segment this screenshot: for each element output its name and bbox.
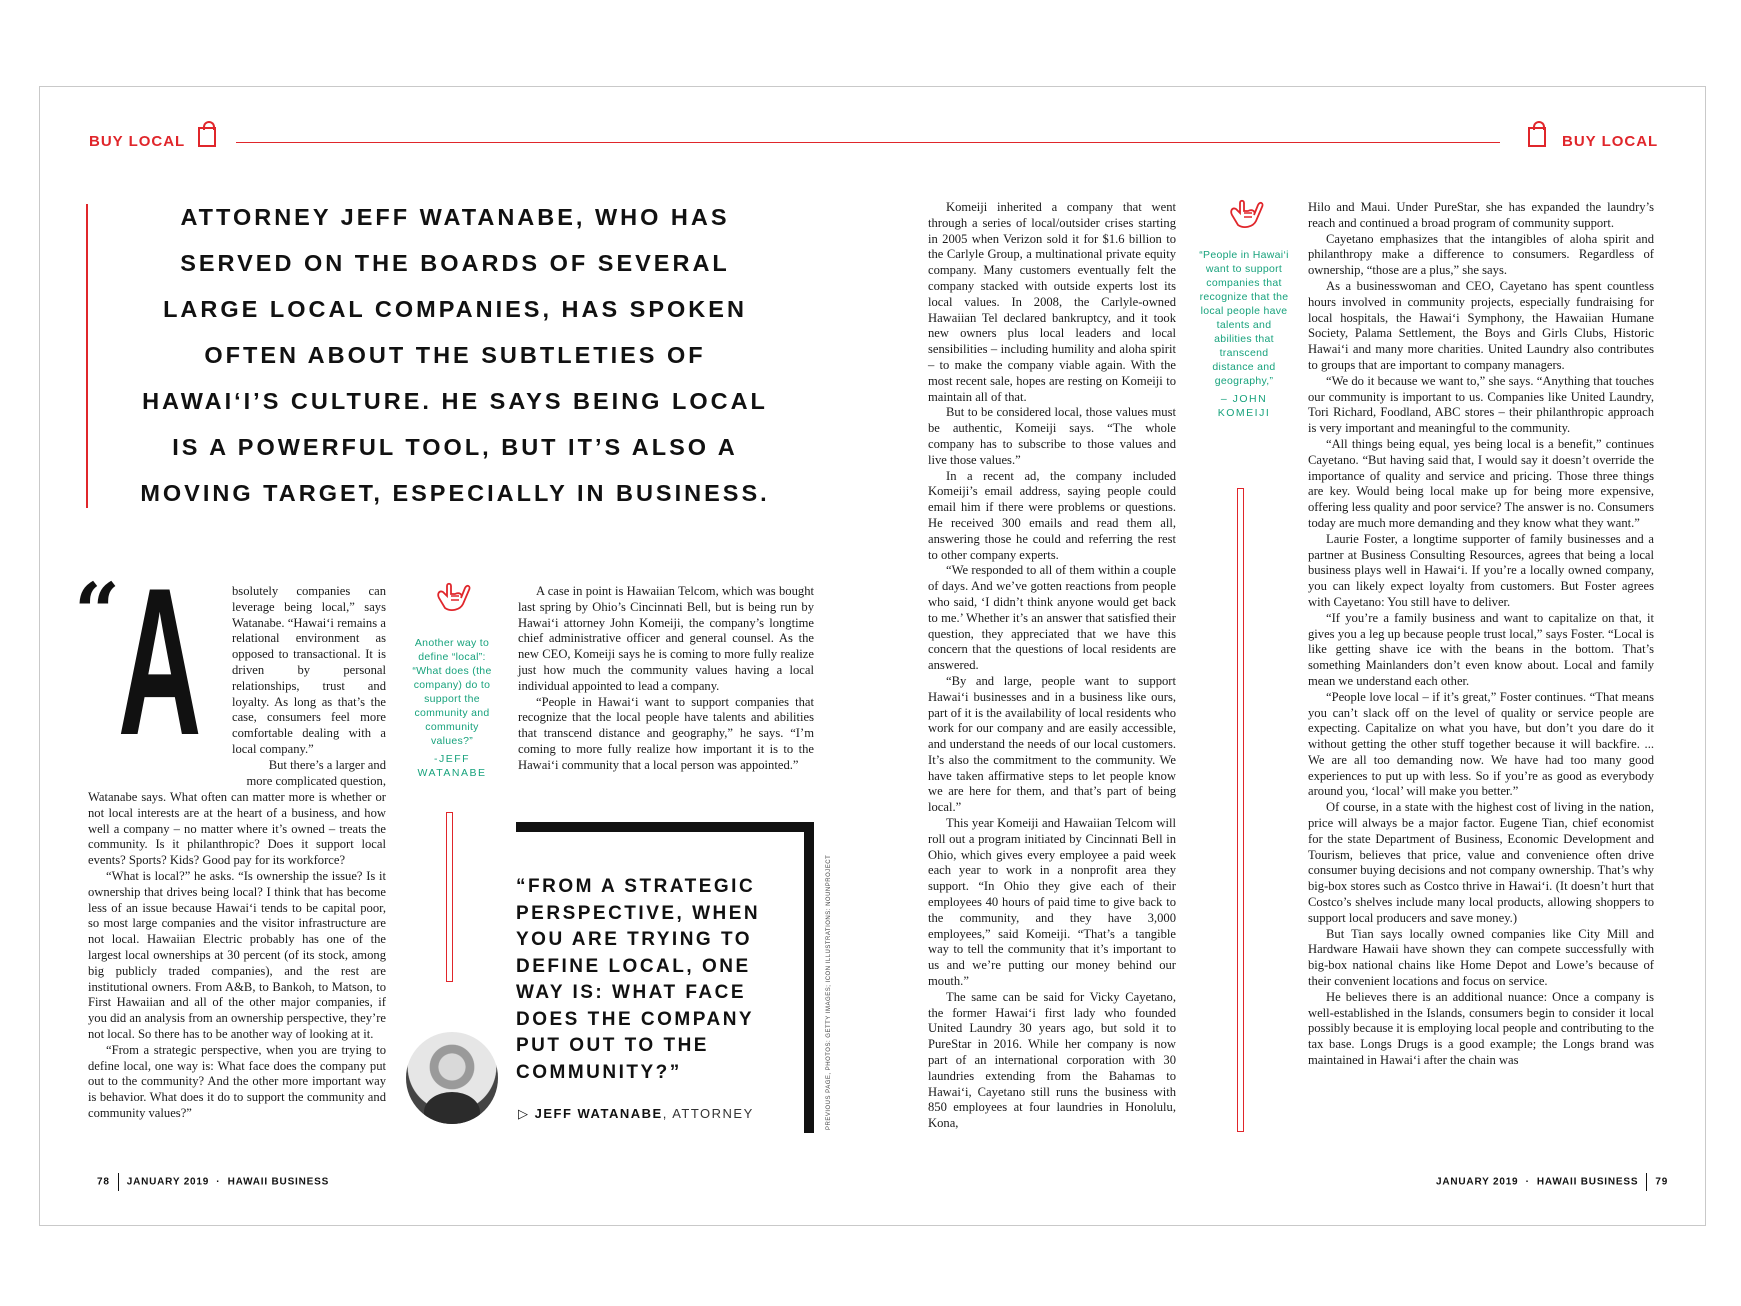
triangle-icon: ▷	[518, 1106, 535, 1121]
red-vertical-rule	[1237, 488, 1244, 1132]
header-rule	[236, 142, 1500, 143]
footer-publication-left: JANUARY 2019 · HAWAII BUSINESS	[126, 1176, 330, 1188]
paragraph: But to be considered local, those values must be authentic, Komeiji says. “The whole company has to subscribe to those values and live those values.”	[928, 405, 1176, 467]
side-quote-komeiji	[1198, 248, 1290, 420]
paragraph: Watanabe says. What often can matter more is whether or not local interests are at the heart of a business, and how well a company – no matter where it’s owned – treats the community. Is it philanthropic? Does it support local events? Sports? Kids? Good pay for its workforce?	[88, 790, 386, 868]
side-quote-attribution: – JOHN KOMEIJI	[1217, 393, 1271, 419]
paragraph: “If you’re a family business and want to capitalize on that, it gives you a leg up because people trust local,” says Foster. “Local is like getting shave ice with the beans in the bottom. That’s something Mainlanders don’t even know about. Local and family mean we understand each other.	[1308, 610, 1654, 688]
pull-quote-name: JEFF WATANABE	[534, 1106, 663, 1121]
paragraph: In a recent ad, the company included Komeiji’s email address, saying people could email him if there were problems or questions. He received 300 emails and read them all, answering those he could and referring the rest to other company experts.	[928, 468, 1176, 562]
paragraph: “People love local – if it’s great,” Foster continues. “That means you can’t slack off on the level of quality or service people are expecting. Capitalize on what you have, but don’t you dare do it without getting the other stuff together because it will backfire. ... We are all too demanding now. We have had too many good experiences to put up with less. So if you’re as good as everybody around you, ‘local’ will make you better.”	[1308, 689, 1654, 799]
paragraph: Hilo and Maui. Under PureStar, she has expanded the laundry’s reach and continued a broad program of community support.	[1308, 200, 1654, 230]
pull-quote-border-right	[804, 822, 814, 1133]
section-tag-left: BUY LOCAL	[89, 133, 186, 150]
avatar	[406, 1032, 498, 1124]
dropcap-quote-mark: “	[74, 565, 121, 659]
paragraph: “What is local?” he asks. “Is ownership the issue? Is it ownership that drives being local? I think that has become less of an issue because Hawai‘i tends to be capital poor, so most large companies and the visitor infrastructure are not local. Hawaiian Electric probably has one of the largest local ownerships at 30 percent (of its stock, among big publicly traded companies), and the rest are institutional owners. From A&B, to Bankoh, to Matson, to First Hawaiian and all of the other major companies, if you did an analysis from an ownership perspective, they’re not local. So there has to be another way of looking at it.	[88, 868, 386, 1041]
pull-quote-title: , ATTORNEY	[662, 1106, 754, 1121]
paragraph: Of course, in a state with the highest cost of living in the nation, price will always be a major factor. Eugene Tian, chief economist for the state Department of Business, Economic Development and Tourism, believes that price, value and convenience often drive consumer buying decisions and not company ownership. That’s why big-box stores such as Costco thrive in Hawai‘i. (It doesn’t hurt that Costco’s shelves include many local products, allowing shoppers to support local producers and save money.)	[1308, 800, 1654, 925]
pull-quote-attribution	[518, 1106, 754, 1122]
column-4	[1308, 200, 1654, 1069]
side-quote-text: Another way to define “local”: “What does (the company) do to support the community and community values?”	[412, 637, 492, 747]
shopping-bag-icon	[1528, 127, 1546, 147]
paragraph: But there’s a larger and more complicated question,	[246, 757, 386, 788]
pull-quote-border-top	[516, 822, 814, 832]
paragraph: A case in point is Hawaiian Telcom, which was bought last spring by Ohio’s Cincinnati Bell, but is being run by Hawai‘i attorney John Komeiji, the company’s longtime chief administrative officer and general counsel. As the new CEO, Komeiji says he is coming to more fully realize just how much the community values having a local individual appointed to lead a company.	[518, 584, 814, 693]
paragraph: But Tian says locally owned companies like City Mill and Hardware Hawaii have shown they can compete successfully with big-box national chains like Home Depot and Lowe’s because of their convenient locations and focus on service.	[1308, 926, 1654, 989]
red-vertical-rule	[446, 812, 453, 982]
footer-publication-right: JANUARY 2019 · HAWAII BUSINESS	[1436, 1176, 1639, 1188]
intro-deck: ATTORNEY JEFF WATANABE, WHO HAS SERVED ON THE BOARDS OF SEVERAL LARGE LOCAL COMPANIES, HAS SPOKEN OFTEN ABOUT THE SUBTLETIES OF HAWAI‘I’S CULTURE. HE SAYS BEING LOCAL IS A POWERFUL TOOL, BUT IT’S ALSO A MOVING TARGET, ESPECIALLY IN BUSINESS.	[140, 204, 770, 506]
page-number-left: 78	[97, 1176, 110, 1188]
column-2	[518, 584, 814, 774]
side-quote-attribution: -JEFF WATANABE	[417, 753, 487, 779]
paragraph: As a businesswoman and CEO, Cayetano has spent countless hours involved in community projects, especially fundraising for local hospitals, the Hawai‘i Symphony, the Hawaiian Humane Society, Palama Settlement, the Boys and Girls Clubs, Historic Hawai‘i and many more charities. United Laundry also contributes to groups that are important to company managers.	[1308, 278, 1654, 372]
paragraph: “All things being equal, yes being local is a benefit,” continues Cayetano. “But having said that, I would say it doesn’t override the importance of quality and service and pricing. Those three things are key. Would being local make up for being more expensive, offering less quality and poor service? The answer is no. Consumers today are much more demanding and they know what they want.”	[1308, 436, 1654, 530]
paragraph: This year Komeiji and Hawaiian Telcom will roll out a program initiated by Cincinnati Bell in Ohio, which gives every employee a paid week each year to work in a nonprofit area they support. “In Ohio they give each of their employees 40 hours of paid time to give back to the community, and they have 3,000 employees,” said Komeiji. “That’s a tangible way to tell the community that it’s important to us and we’re putting our money behind our mouth.”	[928, 816, 1176, 989]
page-number-right: 79	[1655, 1176, 1669, 1188]
side-quote-watanabe	[404, 636, 500, 780]
footer-divider	[118, 1173, 119, 1191]
paragraph: Cayetano emphasizes that the intangibles of aloha spirit and philanthropy make a difference to consumers. Regardless of ownership, “those are a plus,” she says.	[1308, 231, 1654, 278]
footer-right	[1436, 1173, 1668, 1191]
column-1-narrow	[232, 584, 386, 789]
footer-left	[97, 1173, 329, 1191]
intro-accent-bar	[86, 204, 88, 508]
paragraph: He believes there is an additional nuance: Once a company is well-established in the Islands, consumers begin to consider it local possibly because it is employing local people and contributing to the tax base. Longs Drugs is a good example; the Longs brand was maintained in Hawai‘i after the chain was	[1308, 989, 1654, 1068]
dropcap-letter: A	[118, 544, 202, 779]
paragraph: “People in Hawai‘i want to support companies that recognize that the local people have talents and abilities that transcend distance and geography,” he says. “I’m coming to more fully realize how important it is to the Hawai‘i community that a local person was appointed.”	[518, 694, 814, 772]
pull-quote-text: “FROM A STRATEGIC PERSPECTIVE, WHEN YOU ARE TRYING TO DEFINE LOCAL, ONE WAY IS: WHAT FACE DOES THE COMPANY PUT OUT TO THE COMMUNITY?”	[516, 876, 761, 1083]
column-1	[88, 790, 386, 1122]
paragraph: The same can be said for Vicky Cayetano, the former Hawai‘i first lady who founded United Laundry 30 years ago, but sold it to PureStar in 2016. While her company is now part of an international corporation with 30 laundries extending from the Bahamas to Hawai‘i, Cayetano still runs the business with 850 employees at four laundries in Honolulu, Kona,	[928, 989, 1176, 1131]
shaka-hand-icon	[433, 578, 471, 614]
paragraph: Laurie Foster, a longtime supporter of family businesses and a partner at Business Consulting Resources, agrees that being a local business plays well in Hawai‘i. If you’re a locally owned company, you can likely expect loyalty from customers. But Foster agrees with Cayetano: You still have to deliver.	[1308, 531, 1654, 609]
paragraph: bsolutely companies can leverage being local,” says Watanabe. “Hawai‘i remains a relational environment as opposed to transactional. It is driven by personal relationships, trust and loyalty. As long as that’s the case, consumers feel more comfortable dealing with a local company.”	[232, 584, 386, 756]
side-quote-text: “People in Hawai‘i want to support companies that recognize that the local people have talents and abilities that transcend distance and geography,”	[1199, 249, 1289, 387]
section-tag-right: BUY LOCAL	[1562, 133, 1659, 150]
photo-credit: PREVIOUS PAGE, PHOTOS: GETTY IMAGES; ICON ILLUSTRATIONS: NOUNPROJECT	[826, 854, 832, 1130]
shaka-hand-icon	[1226, 195, 1264, 231]
paragraph: “We responded to all of them within a couple of days. And we’ve gotten reactions from people who said, ‘I didn’t think anyone would get back to me.’ Whether it’s an answer that satisfied their question, they appreciated that we have this concern that the questions of local residents are answered.	[928, 563, 1176, 673]
paragraph: “By and large, people want to support Hawai‘i businesses and in a business like ours, part of it is the availability of local residents who work for our company and are easily accessible, and understand the needs of our local customers. It’s also the commitment to the community. We have taken affirmative steps to let people know we are here for them, and that’s part of being local.”	[928, 673, 1176, 815]
paragraph: “We do it because we want to,” she says. “Anything that touches our community is important to us. Companies like United Laundry, Tori Richard, Foodland, ABC stores – their philanthropic approach is very important and meaningful to the community.	[1308, 373, 1654, 436]
footer-divider	[1646, 1173, 1647, 1191]
shopping-bag-icon	[198, 127, 216, 147]
paragraph: “From a strategic perspective, when you are trying to define local, one way is: What face does the company put out to the community? And the other more important way is behavior. What does it do to support the community and community values?”	[88, 1042, 386, 1120]
column-3	[928, 200, 1176, 1132]
paragraph: Komeiji inherited a company that went through a series of local/outsider crises starting in 2005 when Verizon sold it for $1.6 billion to the Carlyle Group, a multinational private equity company. Many customers eventually felt the company stacked with outside experts lost its local values. In 2008, the Carlyle-owned Hawaiian Tel declared bankruptcy, and it took new owners plus local leaders and local sensibilities – including humility and aloha spirit – to make the company viable again. With the most recent sale, hopes are resting on Komeiji to maintain all of that.	[928, 200, 1176, 404]
